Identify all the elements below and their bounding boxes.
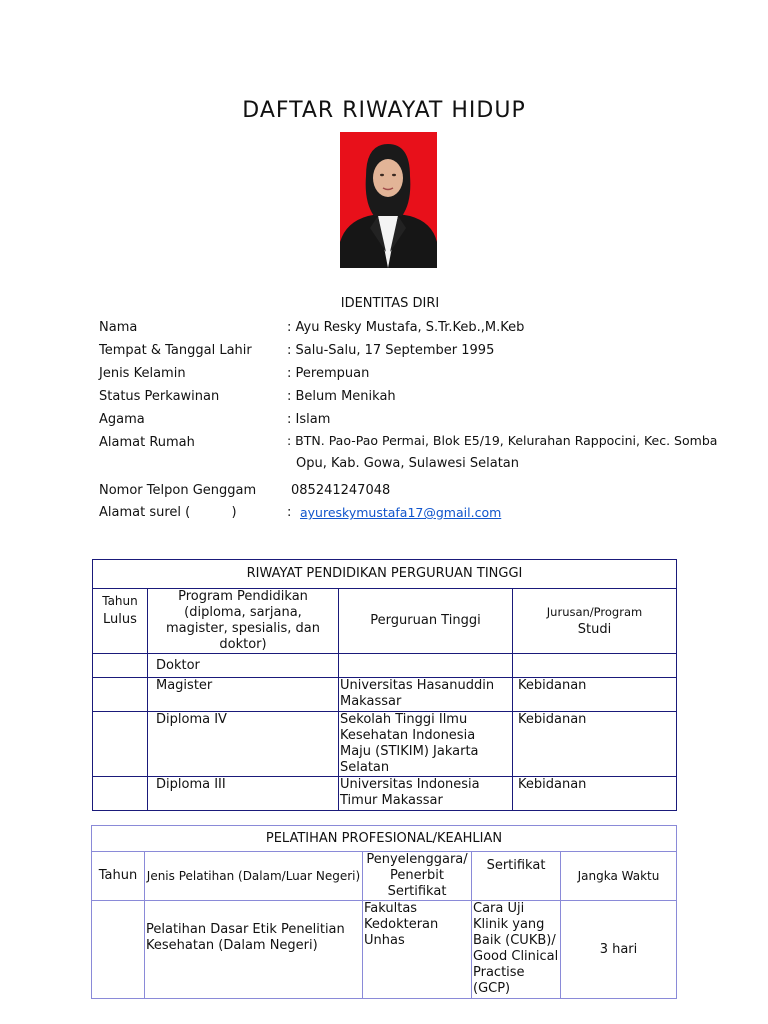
- table-row: [93, 712, 677, 777]
- education-row-university: Universitas Hasanuddin Makassar: [339, 678, 513, 712]
- education-row-year: [93, 654, 148, 678]
- education-col-year: [93, 589, 148, 654]
- identity-birth-value: : Salu-Salu, 17 September 1995: [287, 343, 495, 358]
- training-row-type-text: Pelatihan Dasar Etik Penelitian Kesehatan (Dalam Negeri): [146, 921, 345, 953]
- training-col-type: Jenis Pelatihan (Dalam/Luar Negeri): [145, 852, 363, 901]
- page-title: DAFTAR RIWAYAT HIDUP: [242, 98, 526, 123]
- identity-address-label: Alamat Rumah: [99, 435, 195, 450]
- training-row-organizer: Fakultas Kedokteran Unhas: [363, 901, 472, 999]
- education-col-major-line2: Studi: [577, 622, 612, 637]
- education-col-year-line2: Lulus: [103, 612, 137, 627]
- identity-address-value-line2: Opu, Kab. Gowa, Sulawesi Selatan: [296, 456, 520, 471]
- education-table: [92, 559, 677, 811]
- identity-phone-value: 085241247048: [291, 483, 391, 498]
- education-table-heading: RIWAYAT PENDIDIKAN PERGURUAN TINGGI: [93, 560, 677, 589]
- identity-email-label: Alamat surel ( ): [99, 505, 237, 520]
- education-row-year: [93, 678, 148, 712]
- education-row-program: Diploma IV: [148, 712, 339, 777]
- education-row-program: Diploma III: [148, 777, 339, 811]
- education-row-major: Kebidanan: [513, 712, 677, 777]
- education-row-major: [513, 654, 677, 678]
- identity-name-value: : Ayu Resky Mustafa, S.Tr.Keb.,M.Keb: [287, 320, 525, 335]
- identity-address-value-line1: : BTN. Pao-Pao Permai, Blok E5/19, Kelurahan Rappocini, Kec. Somba: [287, 433, 718, 448]
- identity-gender-label: Jenis Kelamin: [99, 366, 186, 381]
- identity-email-link[interactable]: ayureskymustafa17@gmail.com: [300, 505, 502, 520]
- identity-religion-label: Agama: [99, 412, 145, 427]
- table-row: [92, 901, 677, 999]
- training-col-year: Tahun: [92, 852, 145, 901]
- education-row-program: Doktor: [148, 654, 339, 678]
- training-row-type: [145, 901, 363, 999]
- training-col-certificate: Sertifikat: [472, 852, 561, 901]
- identity-religion-value: : Islam: [287, 412, 331, 427]
- identity-name-label: Nama: [99, 320, 138, 335]
- identity-heading: IDENTITAS DIRI: [340, 296, 440, 311]
- education-row-university: Sekolah Tinggi Ilmu Kesehatan Indonesia Maju (STIKIM) Jakarta Selatan: [339, 712, 513, 777]
- identity-email-colon: :: [287, 505, 292, 520]
- identity-marital-label: Status Perkawinan: [99, 389, 220, 404]
- table-row: [93, 654, 677, 678]
- table-row: [93, 777, 677, 811]
- training-col-organizer: Penyelenggara/ Penerbit Sertifikat: [363, 852, 472, 901]
- identity-birth-label: Tempat & Tanggal Lahir: [99, 343, 252, 358]
- training-table-heading: PELATIHAN PROFESIONAL/KEAHLIAN: [92, 826, 677, 852]
- identity-marital-value: : Belum Menikah: [287, 389, 396, 404]
- training-row-year: [92, 901, 145, 999]
- training-col-duration: Jangka Waktu: [561, 852, 677, 901]
- education-row-program: Magister: [148, 678, 339, 712]
- education-row-major: Kebidanan: [513, 777, 677, 811]
- education-col-program: Program Pendidikan (diploma, sarjana, magister, spesialis, dan doktor): [148, 589, 339, 654]
- training-row-duration: 3 hari: [561, 901, 677, 999]
- education-col-year-line1: Tahun: [102, 594, 138, 608]
- table-row: [93, 678, 677, 712]
- profile-photo: [340, 132, 437, 268]
- education-col-major-line1: Jurusan/Program: [546, 605, 643, 619]
- education-row-year: [93, 712, 148, 777]
- education-row-major: Kebidanan: [513, 678, 677, 712]
- training-row-certificate: Cara Uji Klinik yang Baik (CUKB)/ Good Clinical Practise (GCP): [472, 901, 561, 999]
- identity-phone-label: Nomor Telpon Genggam: [99, 483, 257, 498]
- education-col-major: [513, 589, 677, 654]
- education-row-year: [93, 777, 148, 811]
- education-col-university: Perguruan Tinggi: [339, 589, 513, 654]
- identity-gender-value: : Perempuan: [287, 366, 370, 381]
- training-table: [91, 825, 677, 999]
- education-row-university: Universitas Indonesia Timur Makassar: [339, 777, 513, 811]
- education-row-university: [339, 654, 513, 678]
